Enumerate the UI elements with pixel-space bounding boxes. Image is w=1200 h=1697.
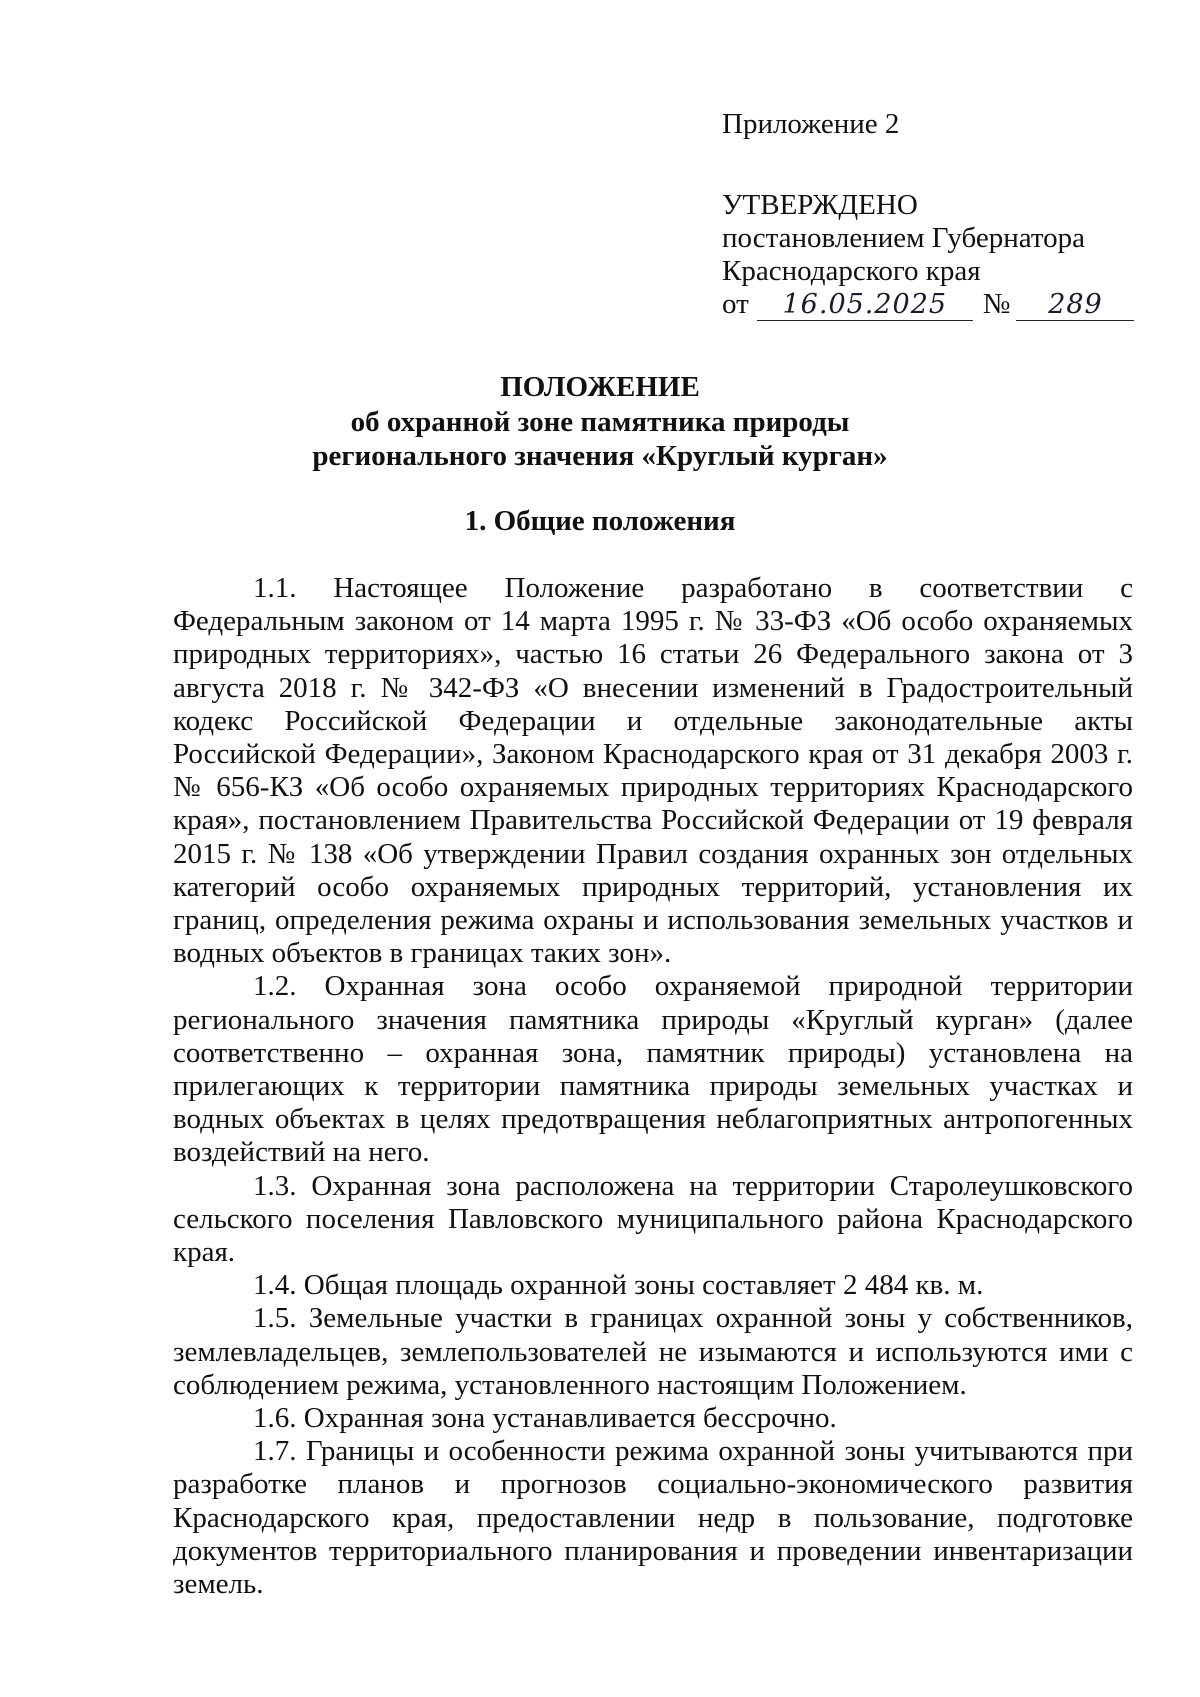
approved-by-line-2: Краснодарского края (722, 255, 981, 287)
handwritten-number: 289 (1016, 290, 1134, 321)
document-title (150, 370, 1050, 473)
paragraph-1-4: 1.4. Общая площадь охранной зоны составляет 2 484 кв. м. (253, 1269, 984, 1302)
paragraph-1-2: 1.2. Охранная зона особо охраняемой природной территории регионального значения памятника природы «Круглый курган» (далее соответственно – охранная зона, памятник природы) установлена на прилегающих к территории памятника природы земельных участках и водных объектах в целях предотвращения неблагоприятных антропогенных воздействий на него. (173, 970, 1133, 1169)
title-subtitle-1: об охранной зоне памятника природы (350, 406, 850, 438)
approved-label: УТВЕРЖДЕНО (722, 189, 918, 221)
approval-block (722, 108, 1142, 321)
decree-reference-row (722, 288, 1142, 321)
approved-by-line-1: постановлением Губернатора (722, 222, 1086, 254)
handwritten-date: 16.05.2025 (757, 290, 973, 321)
section-heading: 1. Общие положения (464, 505, 736, 537)
section-body (173, 572, 1133, 1601)
paragraph-1-1: 1.1. Настоящее Положение разработано в соответствии с Федеральным законом от 14 марта 1995 г. № 33-ФЗ «Об особо охраняемых природных территориях», частью 16 статьи 26 Федерального закона от 3 августа 2018 г. № 342-ФЗ «О внесении изменений в Градостроительный кодекс Российской Федерации и отдельные законодательные акты Российской Федерации», Законом Краснодарского края от 31 декабря 2003 г. № 656-КЗ «Об особо охраняемых природных территориях Краснодарского края», постановлением Правительства Российской Федерации от 19 февраля 2015 г. № 138 «Об утверждении Правил создания охранных зон отдельных категорий особо охраняемых природных территорий, установления их границ, определения режима охраны и использования земельных участков и водных объектов в границах таких зон». (173, 572, 1133, 970)
number-label: № (982, 288, 1011, 320)
title-subtitle-2: регионального значения «Круглый курган» (312, 440, 888, 472)
title-main: ПОЛОЖЕНИЕ (500, 371, 700, 403)
paragraph-1-7: 1.7. Границы и особенности режима охранной зоны учитываются при разработке планов и прогнозов социально-экономического развития Краснодарского края, предоставлении недр в пользование, подготовке документов территориального планирования и проведении инвентаризации земель. (173, 1435, 1133, 1601)
paragraph-1-6: 1.6. Охранная зона устанавливается бессрочно. (253, 1402, 837, 1435)
from-label: от (722, 288, 749, 320)
appendix-label: Приложение 2 (722, 108, 900, 140)
paragraph-1-3: 1.3. Охранная зона расположена на территории Старолеушковского сельского поселения Павловского муниципального района Краснодарского края. (173, 1169, 1133, 1269)
paragraph-1-5: 1.5. Земельные участки в границах охранной зоны у собственников, землевладельцев, землепользователей не изымаются и используются ими с соблюдением режима, установленного настоящим Положением. (173, 1302, 1133, 1401)
